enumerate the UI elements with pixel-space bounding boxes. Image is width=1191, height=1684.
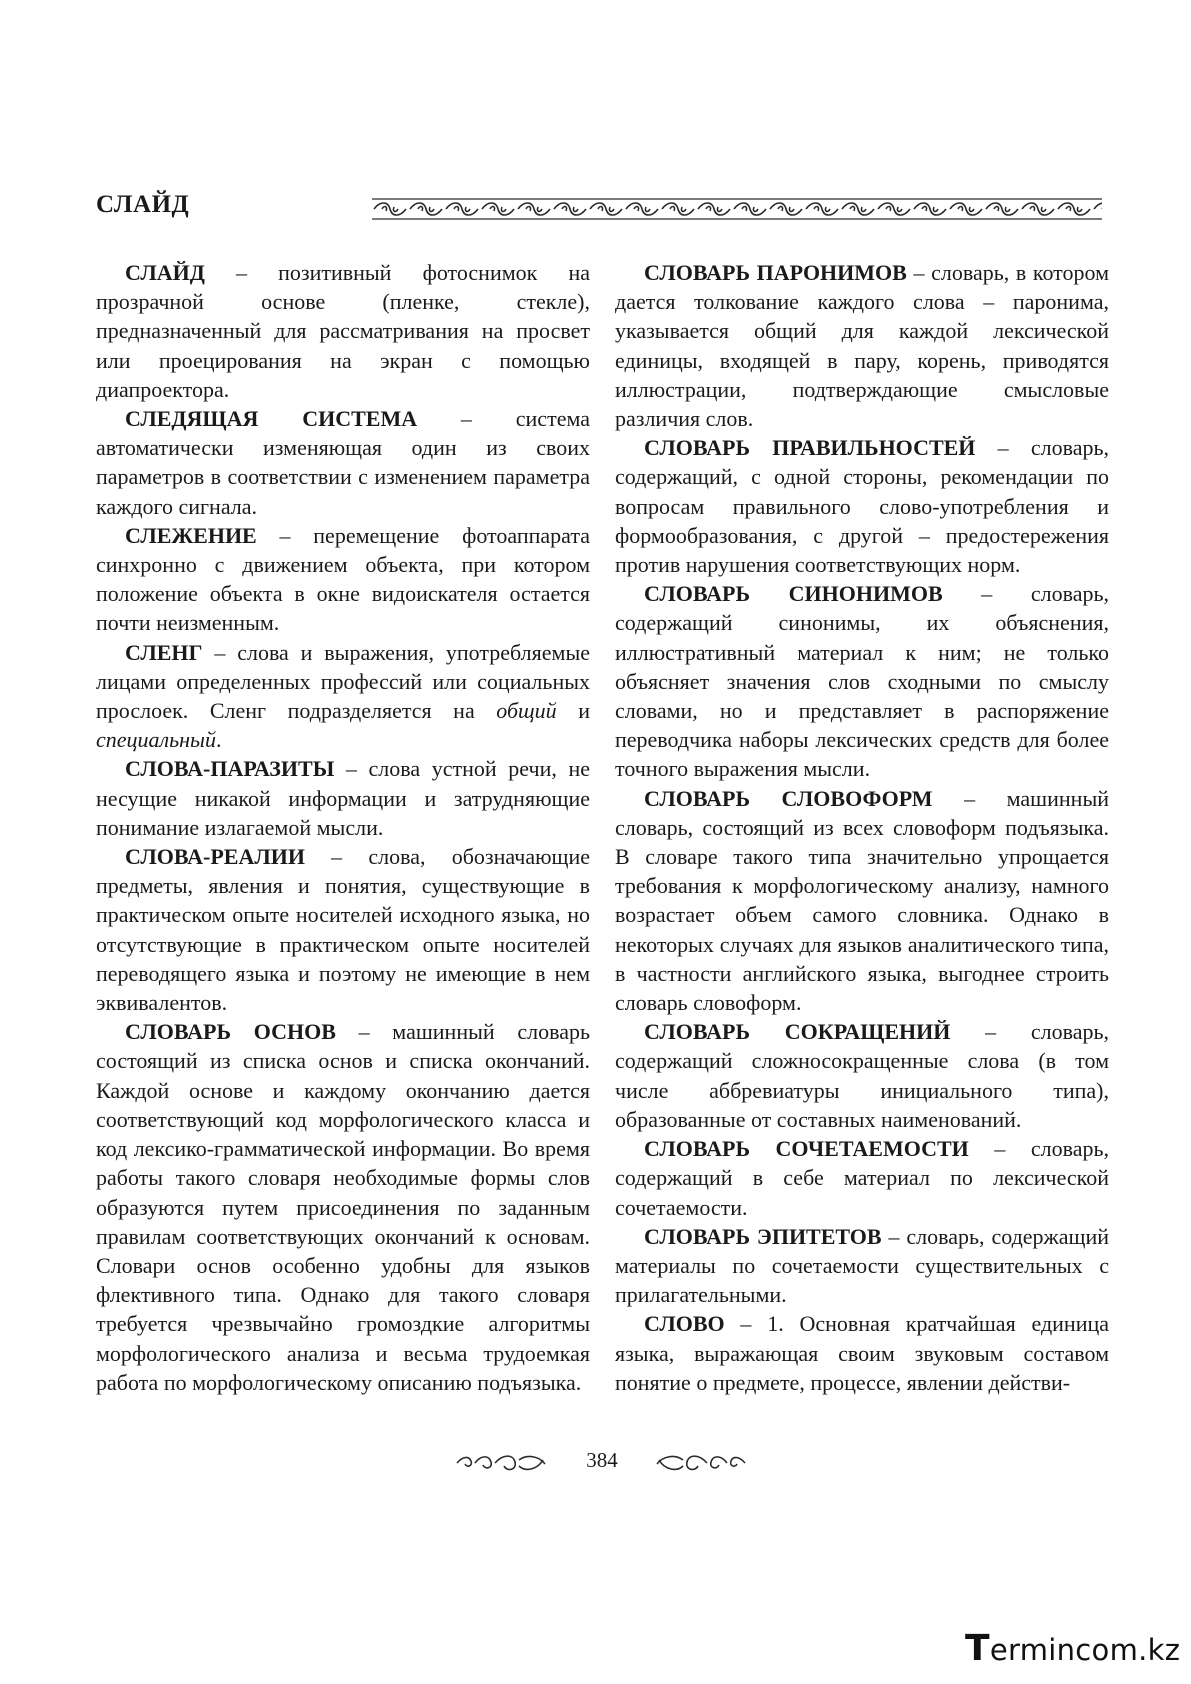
entry-tail: . (215, 727, 222, 753)
ornament-motif (554, 203, 586, 215)
ornament-motif (1058, 203, 1090, 215)
entry-connector: и (556, 698, 590, 724)
ornament-motif (1022, 203, 1054, 215)
ornament-motif (374, 203, 406, 215)
entry-term: СЛОВАРЬ СОЧЕТАЕМОСТИ (644, 1136, 969, 1162)
entry-term: СЛЕДЯЩАЯ СИСТЕМА (125, 406, 418, 432)
ornament-motif (446, 203, 478, 215)
ornament-motif (590, 203, 622, 215)
right-column (615, 258, 1109, 1397)
entry-term: СЛОВАРЬ СЛОВОФОРМ (644, 785, 933, 811)
entry-term: СЛЕНГ (125, 639, 203, 665)
entry-term: СЛОВАРЬ ОСНОВ (125, 1019, 336, 1045)
entry-definition: – машинный словарь состоящий из списка основ и списка окончаний. Каждой основе и каждому окончанию дается соответствующий код морфологического класса и код лексико-грамматической информации. Во время работы такого словаря необходимые формы слов образуются путем присоединения по заданным правилам соответствующих окончаний к основам. Словари основ особенно удобны для языков флективного типа. Однако для такого словаря требуется чрезвычайно громоздкие алгоритмы морфологического анализа и весьма трудоемкая работа по морфологическому описанию подъязыка. (96, 1019, 591, 1395)
ornament-motif (410, 203, 442, 215)
entry-term: СЛОВАРЬ ЭПИТЕТОВ (644, 1223, 882, 1249)
site-watermark (965, 1628, 1180, 1668)
left-column (96, 258, 590, 1397)
entry-definition: – машинный словарь, состоящий из всех словоформ подъязыка. В словаре такого типа значительно упрощается требования к морфологическому анализу, намного возрастает объем самого словника. Однако в некоторых случаях для языков аналитического типа, в частности английского языка, выгоднее строить словарь словоформ. (615, 785, 1109, 1016)
entry-definition: – словарь, содержащий в себе материал по лексической сочетаемости. (615, 1136, 1110, 1220)
entry-slovar-pravilnostei (615, 433, 1109, 579)
entry-definition: – слова устной речи, не несущие никакой информации и затрудняющие понимание излагаемой мысли. (96, 756, 590, 840)
ornament-motif (1094, 203, 1102, 215)
ornament-motif (914, 203, 946, 215)
entry-slaid (96, 258, 590, 404)
entry-slovar-epitetov (615, 1222, 1109, 1310)
entry-slezhenie (96, 521, 590, 638)
entry-slova-parazity (96, 754, 590, 842)
entry-slovo (615, 1309, 1109, 1397)
entry-term: СЛОВА-ПАРАЗИТЫ (125, 756, 335, 782)
entry-italic-term: специальный (96, 727, 216, 753)
entry-slovar-sinonimov (615, 579, 1109, 783)
entry-term: СЛОВАРЬ СОКРАЩЕНИЙ (644, 1019, 951, 1045)
entry-definition: – перемещение фотоаппарата синхронно с движением объекта, при котором положение объекта в окне видоискателя остается почти неизменным. (96, 522, 590, 636)
entry-definition: – словарь, содержащий сложносокращенные слова (в том числе аббревиатуры инициального типа), образованные от составных наименований. (615, 1019, 1110, 1132)
entry-definition: – система автоматически изменяющая один из своих параметров в соответствии с изменением параметра каждого сигнала. (96, 406, 590, 519)
watermark-initial: T (965, 1628, 990, 1669)
entry-slovar-paronimov (615, 258, 1109, 433)
ornament-motif (482, 203, 514, 215)
watermark-text: ermincom.kz (989, 1633, 1181, 1667)
header-ornament-band (372, 196, 1102, 222)
entry-sleng (96, 638, 590, 755)
entry-term: СЛАЙД (125, 260, 205, 285)
entry-slediashchaia-sistema (96, 404, 590, 521)
entry-term: СЛОВАРЬ ПАРОНИМОВ (644, 260, 907, 285)
ornament-motif (662, 203, 694, 215)
entry-definition: – словарь, содержащий, с одной стороны, рекомендации по вопросам правильного слово-употребления и формообразования, с другой – предостережения против нарушения соответствующих норм. (615, 435, 1109, 578)
ornament-motif (698, 203, 730, 215)
ornament-motif (626, 203, 658, 215)
running-head: СЛАЙД (96, 191, 190, 218)
ornament-motif (770, 203, 802, 215)
entry-definition: – слова, обозначающие предметы, явления и понятия, существующие в практическом опыте носителей исходного языка, но отсутствующие в практическом опыте носителей переводящего языка и поэтому не имеющие в нем эквивалентов. (96, 844, 590, 1016)
footer-ornament-right (655, 1452, 747, 1474)
footer-ornament-left (455, 1452, 547, 1474)
page-footer (0, 1446, 1191, 1480)
ornament-motif (806, 203, 838, 215)
entry-term: СЛЕЖЕНИЕ (125, 522, 257, 548)
ornament-motif (734, 203, 766, 215)
entry-term: СЛОВАРЬ ПРАВИЛЬНОСТЕЙ (644, 435, 976, 461)
entry-definition: – словарь, содержащий материалы по сочетаемости существительных с прилагательными. (615, 1223, 1109, 1308)
entry-slovar-slovoform (615, 784, 1109, 1018)
ornament-motif (518, 203, 550, 215)
ornament-motif (842, 203, 874, 215)
entry-slova-realii (96, 842, 590, 1017)
entry-definition: – словарь, содержащий синонимы, их объяснения, иллюстративный материал к ним; не только объясняет значения слов сходными по смыслу словами, но и представляет в распоряжение переводчика наборы лексических средств для более точного выражения мысли. (615, 581, 1109, 782)
entry-italic-term: общий (496, 698, 557, 724)
entry-definition: – словарь, в котором дается толкование каждого слова – паронима, указывается общий для каждой лексической единицы, входящей в пару, корень, приводятся иллюстрации, подтверждающие смысловые различия слов. (615, 260, 1110, 432)
entry-slovar-osnov (96, 1017, 590, 1397)
entry-slovar-sokrashchenii (615, 1017, 1109, 1134)
ornament-motif (878, 203, 910, 215)
entry-term: СЛОВО (644, 1311, 725, 1337)
ornament-motif (950, 203, 982, 215)
entry-term: СЛОВА-РЕАЛИИ (125, 844, 305, 870)
page-number: 384 (586, 1448, 618, 1472)
entry-definition: – слова и выражения, употребляемые лицами определенных профессий или социальных прослоек. Сленг подразделяется на (96, 639, 590, 724)
entry-slovar-sochetaemosti (615, 1134, 1109, 1222)
entry-term: СЛОВАРЬ СИНОНИМОВ (644, 581, 943, 607)
ornament-motif (986, 203, 1018, 215)
entry-definition: – позитивный фотоснимок на прозрачной основе (пленке, стекле), предназначенный для рассматривания на просвет или проецирования на экран с помощью диапроектора. (96, 260, 590, 402)
entry-definition: – 1. Основная кратчайшая единица языка, выражающая своим звуковым составом понятие о предмете, процессе, явлении действи- (615, 1311, 1109, 1395)
